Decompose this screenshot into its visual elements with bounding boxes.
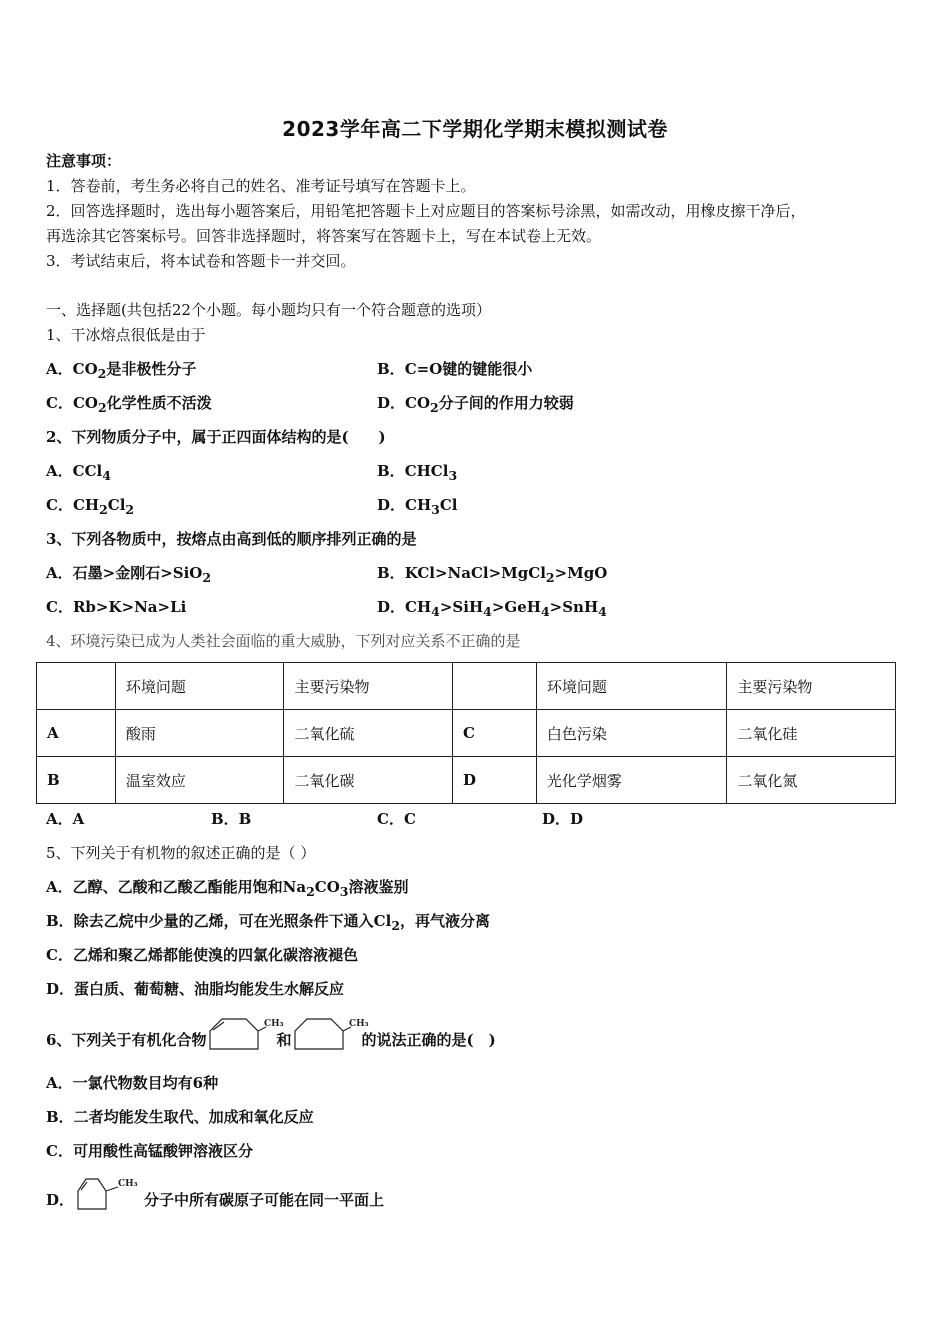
table-cell: 温室效应 bbox=[115, 757, 284, 804]
svg-text:CH₃: CH₃ bbox=[349, 1019, 370, 1029]
pollution-table bbox=[36, 662, 896, 804]
q4-option-a: A．A bbox=[46, 810, 85, 828]
methylcyclohexane-structure-icon bbox=[291, 1013, 370, 1069]
q5-option-c: C．乙烯和聚乙烯都能使溴的四氯化碳溶液褪色 bbox=[46, 946, 358, 964]
q4-option-b: B．B bbox=[211, 810, 252, 828]
question-4-stem: 4、环境污染已成为人类社会面临的重大威胁，下列对应关系不正确的是 bbox=[46, 632, 521, 650]
q1-option-a: A．$CO_2$是非极性分子 bbox=[46, 360, 197, 381]
table-cell: 白色污染 bbox=[536, 710, 727, 757]
q6-option-d: D． CH₃ 分子中所有碳原子可能在同一平面上 bbox=[46, 1173, 384, 1229]
table-cell: 光化学烟雾 bbox=[536, 757, 727, 804]
section-heading: 一、选择题(共包括22个小题。每小题均只有一个符合题意的选项） bbox=[46, 301, 491, 319]
table-cell: 主要污染物 bbox=[727, 663, 896, 710]
table-cell: B bbox=[37, 757, 116, 804]
table-cell: A bbox=[37, 710, 116, 757]
q1-option-d: D．$CO_2$分子间的作用力较弱 bbox=[377, 394, 574, 415]
table-cell: 主要污染物 bbox=[284, 663, 453, 710]
table-cell: 二氧化硫 bbox=[284, 710, 453, 757]
methylcyclohexene-structure-icon bbox=[74, 1173, 144, 1229]
q2-option-c: C．$CH_2Cl_2$ bbox=[46, 496, 135, 517]
table-row bbox=[37, 757, 896, 804]
q3-option-b: B．KCl>NaCl>MgCl$_2$>MgO bbox=[377, 564, 608, 585]
q4-option-c: C．C bbox=[377, 810, 416, 828]
svg-text:CH₃: CH₃ bbox=[118, 1179, 138, 1189]
table-cell: 环境问题 bbox=[536, 663, 727, 710]
question-2-stem: 2、下列物质分子中，属于正四面体结构的是( ) bbox=[46, 428, 386, 446]
table-cell: 二氧化硅 bbox=[727, 710, 896, 757]
table-cell: D bbox=[453, 757, 537, 804]
table-cell: 环境问题 bbox=[115, 663, 284, 710]
q3-option-d: D．$CH_4>SiH_4>GeH_4>SnH_4$ bbox=[377, 598, 607, 619]
table-cell: C bbox=[453, 710, 537, 757]
question-3-stem: 3、下列各物质中，按熔点由高到低的顺序排列正确的是 bbox=[46, 530, 417, 548]
q4-option-d: D．D bbox=[542, 810, 584, 828]
q1-option-c: C．$CO_2$化学性质不活泼 bbox=[46, 394, 212, 415]
q2-option-d: D．$CH_3Cl$ bbox=[377, 496, 458, 517]
q5-option-a: A．乙醇、乙酸和乙酸乙酯能用饱和$Na_2CO_3$溶液鉴别 bbox=[46, 878, 409, 899]
table-cell bbox=[37, 663, 116, 710]
table-row bbox=[37, 710, 896, 757]
methylcyclohexene-structure-icon bbox=[206, 1013, 285, 1069]
table-cell bbox=[453, 663, 537, 710]
q2-option-b: B．CHCl$_3$ bbox=[377, 462, 458, 483]
page-title: 2023学年高二下学期化学期末模拟测试卷 bbox=[282, 117, 668, 141]
notice-item-1: 1．答卷前，考生务必将自己的姓名、准考证号填写在答题卡上。 bbox=[46, 177, 476, 195]
question-5-stem: 5、下列关于有机物的叙述正确的是（ ） bbox=[46, 844, 316, 862]
q3-option-c: C．Rb>K>Na>Li bbox=[46, 598, 187, 616]
q6-option-a: A．一氯代物数目均有6种 bbox=[46, 1074, 219, 1092]
q2-option-a: A．CCl$_4$ bbox=[46, 462, 111, 483]
notice-heading: 注意事项： bbox=[46, 152, 122, 170]
question-6-stem: 6、下列关于有机化合物 CH₃ 和 CH₃ 的说法正确的是( ) bbox=[46, 1013, 496, 1069]
q5-option-d: D．蛋白质、葡萄糖、油脂均能发生水解反应 bbox=[46, 980, 345, 998]
notice-item-3: 3．考试结束后，将本试卷和答题卡一并交回。 bbox=[46, 252, 356, 270]
table-cell: 酸雨 bbox=[115, 710, 284, 757]
q6-option-c: C．可用酸性高锰酸钾溶液区分 bbox=[46, 1142, 253, 1160]
q1-option-b: B．C=O键的键能很小 bbox=[377, 360, 533, 378]
table-header-row bbox=[37, 663, 896, 710]
table-cell: 二氧化氮 bbox=[727, 757, 896, 804]
q3-option-a: A．石墨>金刚石>SiO$_2$ bbox=[46, 564, 212, 585]
svg-text:CH₃: CH₃ bbox=[264, 1019, 285, 1029]
q6-option-b: B．二者均能发生取代、加成和氧化反应 bbox=[46, 1108, 314, 1126]
question-1-stem: 1、干冰熔点很低是由于 bbox=[46, 326, 206, 344]
q5-option-b: B．除去乙烷中少量的乙烯，可在光照条件下通入$Cl_2$，再气液分离 bbox=[46, 912, 491, 933]
notice-item-2: 2．回答选择题时，选出每小题答案后，用铅笔把答题卡上对应题目的答案标号涂黑，如需改动，用橡皮擦干净后， bbox=[46, 202, 806, 220]
notice-item-2-continued: 再选涂其它答案标号。回答非选择题时，将答案写在答题卡上，写在本试卷上无效。 bbox=[46, 227, 602, 245]
table-cell: 二氧化碳 bbox=[284, 757, 453, 804]
